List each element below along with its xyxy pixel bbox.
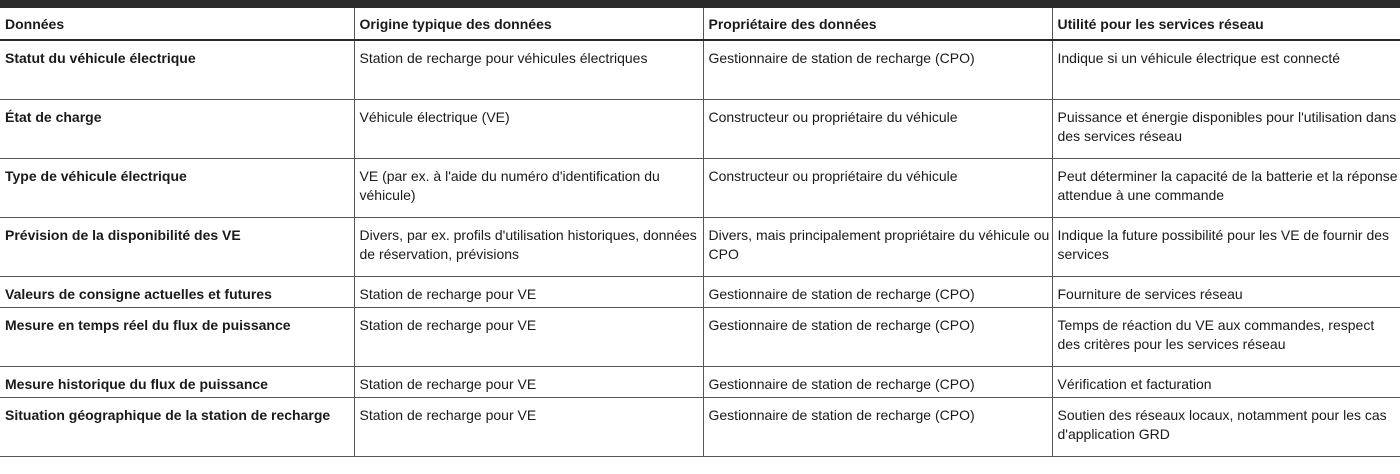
- top-rule: [0, 0, 1400, 8]
- cell-origin: Station de recharge pour véhicules électriques: [354, 40, 703, 99]
- cell-utility: Soutien des réseaux locaux, notamment pour les cas d'application GRD: [1052, 397, 1400, 456]
- cell-data: Type de véhicule électrique: [0, 158, 354, 217]
- cell-origin: Station de recharge pour VE: [354, 397, 703, 456]
- table-header-row: [0, 8, 1400, 40]
- cell-data: Situation géographique de la station de recharge: [0, 397, 354, 456]
- table-row: [0, 307, 1400, 366]
- table-row: [0, 276, 1400, 307]
- cell-utility: Indique si un véhicule électrique est connecté: [1052, 40, 1400, 99]
- cell-utility: Peut déterminer la capacité de la batterie et la réponse attendue à une commande: [1052, 158, 1400, 217]
- cell-origin: Station de recharge pour VE: [354, 307, 703, 366]
- cell-utility: Indique la future possibilité pour les VE de fournir des services: [1052, 217, 1400, 276]
- header-origin: Origine typique des données: [354, 8, 703, 40]
- cell-data: État de charge: [0, 99, 354, 158]
- cell-data: Mesure en temps réel du flux de puissance: [0, 307, 354, 366]
- cell-utility: Puissance et énergie disponibles pour l'utilisation dans des services réseau: [1052, 99, 1400, 158]
- cell-owner: Gestionnaire de station de recharge (CPO): [703, 366, 1052, 397]
- cell-origin: Véhicule électrique (VE): [354, 99, 703, 158]
- cell-owner: Constructeur ou propriétaire du véhicule: [703, 99, 1052, 158]
- header-data: Données: [0, 8, 354, 40]
- cell-utility: Vérification et facturation: [1052, 366, 1400, 397]
- cell-data: Valeurs de consigne actuelles et futures: [0, 276, 354, 307]
- cell-origin: Station de recharge pour VE: [354, 276, 703, 307]
- cell-owner: Gestionnaire de station de recharge (CPO): [703, 397, 1052, 456]
- cell-origin: Divers, par ex. profils d'utilisation historiques, données de réservation, prévisions: [354, 217, 703, 276]
- cell-data: Mesure historique du flux de puissance: [0, 366, 354, 397]
- cell-data: Statut du véhicule électrique: [0, 40, 354, 99]
- cell-owner: Divers, mais principalement propriétaire du véhicule ou CPO: [703, 217, 1052, 276]
- cell-owner: Constructeur ou propriétaire du véhicule: [703, 158, 1052, 217]
- cell-utility: Temps de réaction du VE aux commandes, respect des critères pour les services réseau: [1052, 307, 1400, 366]
- table-row: [0, 158, 1400, 217]
- cell-utility: Fourniture de services réseau: [1052, 276, 1400, 307]
- table-row: [0, 397, 1400, 456]
- cell-owner: Gestionnaire de station de recharge (CPO): [703, 307, 1052, 366]
- cell-owner: Gestionnaire de station de recharge (CPO): [703, 40, 1052, 99]
- data-table: [0, 8, 1400, 457]
- table-row: [0, 40, 1400, 99]
- cell-origin: Station de recharge pour VE: [354, 366, 703, 397]
- cell-owner: Gestionnaire de station de recharge (CPO): [703, 276, 1052, 307]
- header-owner: Propriétaire des données: [703, 8, 1052, 40]
- table-row: [0, 217, 1400, 276]
- header-utility: Utilité pour les services réseau: [1052, 8, 1400, 40]
- cell-origin: VE (par ex. à l'aide du numéro d'identification du véhicule): [354, 158, 703, 217]
- table-row: [0, 366, 1400, 397]
- table-row: [0, 99, 1400, 158]
- cell-data: Prévision de la disponibilité des VE: [0, 217, 354, 276]
